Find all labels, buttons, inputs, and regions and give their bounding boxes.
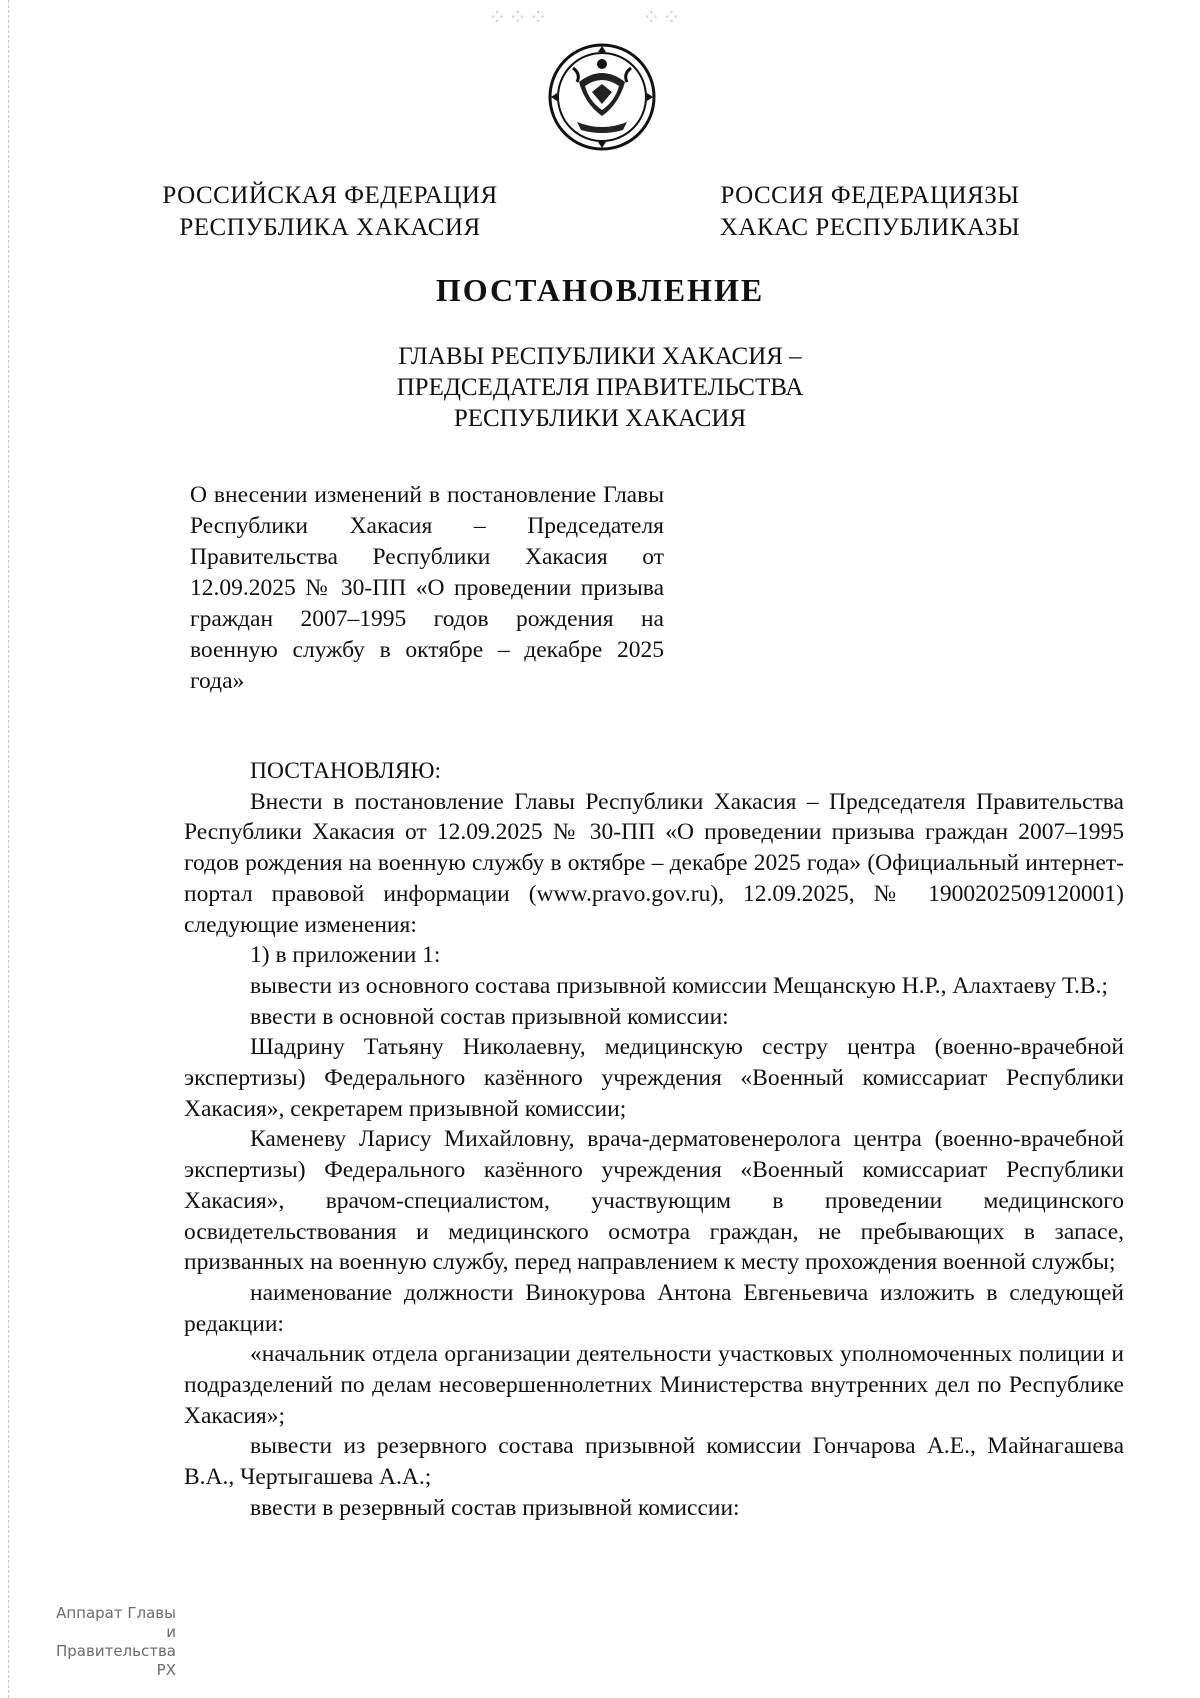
- body-paragraph: ввести в основной состав призывной комиссии:: [250, 1003, 729, 1030]
- body-paragraph: Внести в постановление Главы Республики Хакасия – Председателя Правительства Республики Хакасия от 12.09.2025 № 30-ПП «О проведении призыва граждан 2007–1995 годов рождения на военную службу в октябре – декабре 2025 года» (Официальный интернет-портал правовой информации (www.pravo.gov.ru), 12.09.2025, № 1900202509120001) следующие изменения:: [184, 788, 1124, 938]
- decree-word: ПОСТАНОВЛЯЮ:: [250, 758, 442, 784]
- body-paragraph: 1) в приложении 1:: [250, 942, 441, 969]
- body-paragraph: вывести из резервного состава призывной комиссии Гончарова А.Е., Майнагашева В.А., Чертыгашева А.А.;: [184, 1433, 1124, 1491]
- issuer-line1: ГЛАВЫ РЕСПУБЛИКИ ХАКАСИЯ –: [398, 343, 802, 370]
- scan-smudge: ⁘⁘⁘: [488, 6, 550, 31]
- issuer-line3: РЕСПУБЛИКИ ХАКАСИЯ: [453, 405, 747, 432]
- office-stamp: [48, 1604, 176, 1680]
- header-khakas: [700, 180, 1040, 244]
- body-paragraph-quote: «начальник отдела организации деятельности участковых уполномоченных полиции и подразделений по делам несовершеннолетних Министерства внутренних дел по Республике Хакасия»;: [184, 1341, 1124, 1429]
- header-left-line2: РЕСПУБЛИКА ХАКАСИЯ: [179, 214, 481, 241]
- coat-of-arms-khakassia-icon: [547, 42, 657, 152]
- body-paragraph: наименование должности Винокурова Антона Евгеньевича изложить в следующей редакции:: [184, 1279, 1124, 1337]
- header-russian: [160, 180, 500, 244]
- header-right-line2: ХАКАС РЕСПУБЛИКАЗЫ: [719, 214, 1021, 241]
- issuer-line2: ПРЕДСЕДАТЕЛЯ ПРАВИТЕЛЬСТВА: [396, 374, 804, 401]
- document-title: ПОСТАНОВЛЕНИЕ: [435, 272, 765, 308]
- office-stamp-line1: Аппарат Главы: [56, 1604, 176, 1622]
- body-paragraph: вывести из основного состава призывной комиссии Мещанскую Н.Р., Алахтаеву Т.В.;: [250, 972, 1108, 999]
- scan-edge-line: [8, 0, 9, 1698]
- body-paragraph: Каменеву Ларису Михайловну, врача-дерматовенеролога центра (военно-врачебной экспертизы) Федерального казённого учреждения «Военный комиссариат Республики Хакасия», врачом-специалистом, участвующим в проведении медицинского освидетельствования и медицинского осмотра граждан, не пребывающих в запасе, призванных на военную службу, перед направлением к месту прохождения военной службы;: [184, 1126, 1124, 1276]
- body-paragraph: Шадрину Татьяну Николаевну, медицинскую сестру центра (военно-врачебной экспертизы) Федерального казённого учреждения «Военный комиссариат Республики Хакасия», секретарем призывной комиссии;: [184, 1034, 1124, 1122]
- header-right-line1: РОССИЯ ФЕДЕРАЦИЯЗЫ: [720, 182, 1020, 209]
- document-subject: О внесении изменений в постановление Главы Республики Хакасия – Председателя Правительства Республики Хакасия от 12.09.2025 № 30-ПП «О проведении призыва граждан 2007–1995 годов рождения на военную службу в октябре – декабре 2025 года»: [190, 482, 664, 694]
- header-left-line1: РОССИЙСКАЯ ФЕДЕРАЦИЯ: [162, 182, 498, 209]
- issuer-block: [0, 341, 1200, 434]
- office-stamp-line2: и Правительства РХ: [56, 1623, 176, 1679]
- scan-smudge: ⁘⁘: [642, 6, 683, 31]
- document-body: [184, 756, 1124, 1524]
- body-paragraph: ввести в резервный состав призывной комиссии:: [250, 1494, 740, 1521]
